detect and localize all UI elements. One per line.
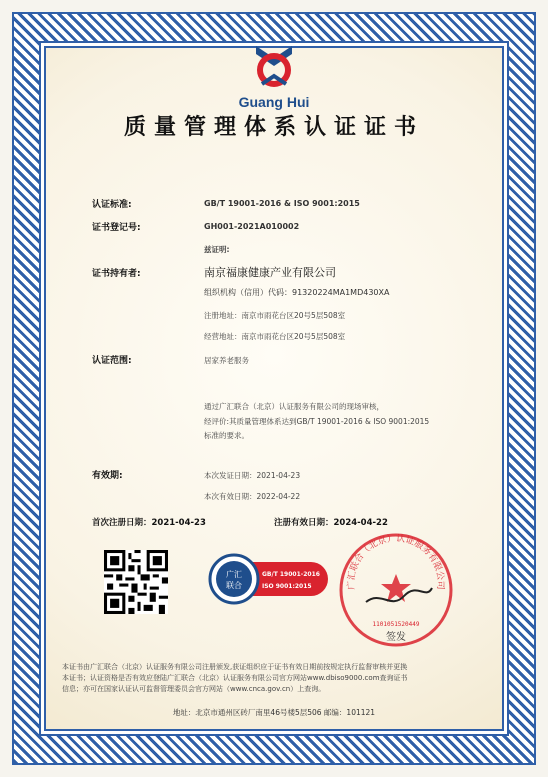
footer-address: 地址：北京市通州区砖厂南里46号楼5层506 邮编：101121 — [172, 708, 376, 717]
reg-valid-date: 注册有效日期：2024-04-22 — [274, 518, 388, 528]
standard-value: GB/T 19001-2016 & ISO 9001:2015 — [204, 199, 360, 208]
mid-logo-std-1: GB/T 19001-2016 — [262, 571, 320, 578]
sub-label: 兹证明: — [204, 245, 230, 254]
mid-logo-std-2: ISO 9001:2015 — [262, 583, 312, 590]
issue-date: 本次发证日期：2021-04-23 — [204, 471, 301, 480]
holder-name: 南京福康健康产业有限公司 — [204, 266, 336, 279]
certificate-title: 质量管理体系认证证书 — [123, 114, 424, 140]
org-code: 组织机构（信用）代码：91320224MA1MD430XA — [204, 288, 390, 297]
footer-line-2: 本证书；认证资格是否有效应登陆广汇联合（北京）认证服务有限公司官方网站www.dbiso9000.com查询证书 — [62, 674, 408, 682]
seal-number: 1101051520449 — [372, 621, 420, 628]
validity-label: 有效期: — [92, 471, 123, 481]
expiry-date: 本次有效日期：2022-04-22 — [204, 492, 301, 501]
guanghui-logo-icon — [242, 40, 306, 92]
statement-line-2: 经评价:其质量管理体系达到GB/T 19001-2016 & ISO 9001:2015 — [204, 417, 430, 426]
statement-line-3: 标准的要求。 — [204, 431, 249, 440]
statement-line-1: 通过广汇联合（北京）认证服务有限公司的现场审核， — [204, 402, 384, 411]
scope-label: 认证范围: — [92, 356, 132, 366]
mid-logo-text-1: 广汇 — [226, 570, 242, 579]
mid-logo-text-2: 联合 — [226, 581, 242, 590]
footer-notice — [62, 662, 486, 695]
scope-value: 居家养老服务 — [204, 356, 249, 365]
reg-address: 注册地址：南京市雨花台区20号5层508室 — [204, 311, 346, 320]
footer-line-3: 信息；亦可在国家认证认可监督管理委员会官方网站（www.cnca.gov.cn）上查询。 — [62, 685, 326, 693]
biz-address: 经营地址：南京市雨花台区20号5层508室 — [204, 332, 346, 341]
holder-label: 证书持有者: — [92, 269, 141, 279]
reg-no-value: GH001-2021A010002 — [204, 222, 300, 231]
first-reg-date: 首次注册日期：2021-04-23 — [92, 518, 206, 528]
seal-caption: 签发 — [386, 632, 406, 643]
reg-no-label: 证书登记号: — [92, 223, 141, 233]
standard-label: 认证标准: — [92, 200, 132, 210]
logo-text: Guang Hui — [238, 94, 310, 110]
qr-code-icon — [104, 550, 168, 614]
footer-line-1: 本证书由广汇联合（北京）认证服务有限公司注册颁发,获证组织应于证书有效日期前按规定执行监督审核并更换 — [62, 663, 408, 671]
accreditation-logo — [206, 548, 330, 610]
company-seal — [336, 530, 456, 650]
logo — [0, 40, 548, 110]
seal-ring-text: 广汇联合（北京）认证服务有限公司 — [346, 533, 446, 590]
